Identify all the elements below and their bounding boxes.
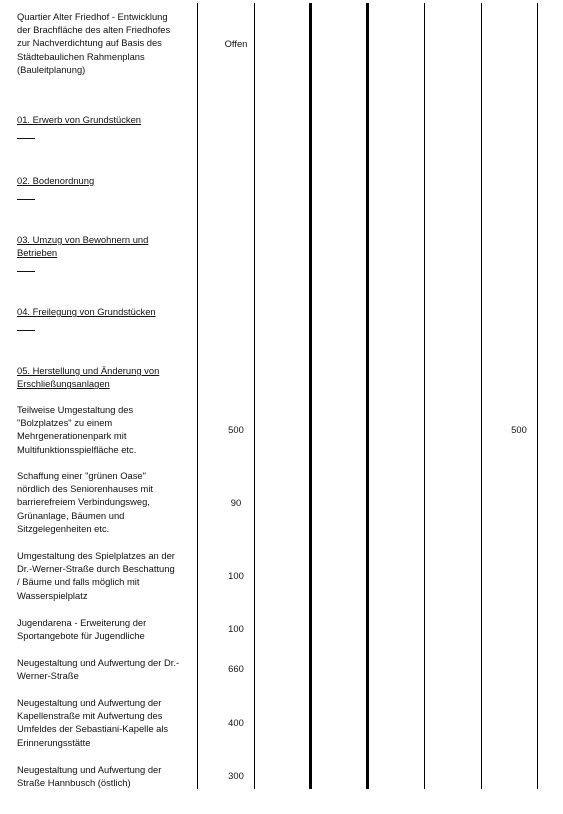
measure-value: 100 bbox=[228, 570, 244, 581]
empty-dash bbox=[17, 330, 35, 331]
measure-value: 400 bbox=[228, 717, 244, 728]
section-heading: 05. Herstellung und Änderung von Erschließungsanlagen bbox=[17, 365, 160, 390]
empty-dash bbox=[17, 271, 35, 272]
measure-description: Jugendarena - Erweiterung der Sportangebote für Jugendliche bbox=[17, 617, 147, 642]
empty-dash bbox=[17, 199, 35, 200]
measure-description: Quartier Alter Friedhof - Entwicklung der Brachfläche des alten Friedhofes zur Nachverdichtung auf Basis des Städtebaulichen Rahmenplans (Bauleitplanung) bbox=[17, 11, 171, 75]
empty-dash bbox=[17, 138, 35, 139]
measure-value: 500 bbox=[228, 424, 244, 435]
measure-description: Neugestaltung und Aufwertung der Kapellenstraße mit Aufwertung des Umfeldes der Sebastiani-Kapelle als Erinnerungsstätte bbox=[17, 697, 169, 748]
column-rule bbox=[537, 3, 538, 789]
measure-value-right: 500 bbox=[511, 424, 527, 435]
column-rule bbox=[481, 3, 482, 789]
measure-value: Offen bbox=[224, 38, 248, 49]
measure-description: Schaffung einer "grünen Oase" nördlich des Seniorenhauses mit barrierefreiem Verbindungsweg, Grünanlage, Bäumen und Sitzgelegenheiten etc. bbox=[17, 470, 154, 534]
measure-description: Neugestaltung und Aufwertung der Straße Hannbusch (östlich) bbox=[17, 764, 162, 789]
measure-description: Umgestaltung des Spielplatzes an der Dr.-Werner-Straße durch Beschattung / Bäume und falls möglich mit Wasserspielplatz bbox=[17, 550, 175, 601]
section-heading: 02. Bodenordnung bbox=[17, 175, 95, 186]
column-rule bbox=[424, 3, 425, 789]
section-heading: 04. Freilegung von Grundstücken bbox=[17, 306, 156, 317]
measure-description: Teilweise Umgestaltung des "Bolzplatzes" zu einem Mehrgenerationenpark mit Multifunktionsspielfläche etc. bbox=[17, 404, 137, 455]
measure-value: 660 bbox=[228, 663, 244, 674]
column-rule-thick bbox=[309, 3, 312, 789]
column-rule-thick bbox=[366, 3, 369, 789]
section-heading: 01. Erwerb von Grundstücken bbox=[17, 114, 142, 125]
measure-value: 100 bbox=[228, 623, 244, 634]
measure-description: Neugestaltung und Aufwertung der Dr.- Werner-Straße bbox=[17, 657, 180, 682]
measure-value: 300 bbox=[228, 770, 244, 781]
section-heading: 03. Umzug von Bewohnern und Betrieben bbox=[17, 234, 149, 259]
measure-value: 90 bbox=[230, 497, 242, 508]
